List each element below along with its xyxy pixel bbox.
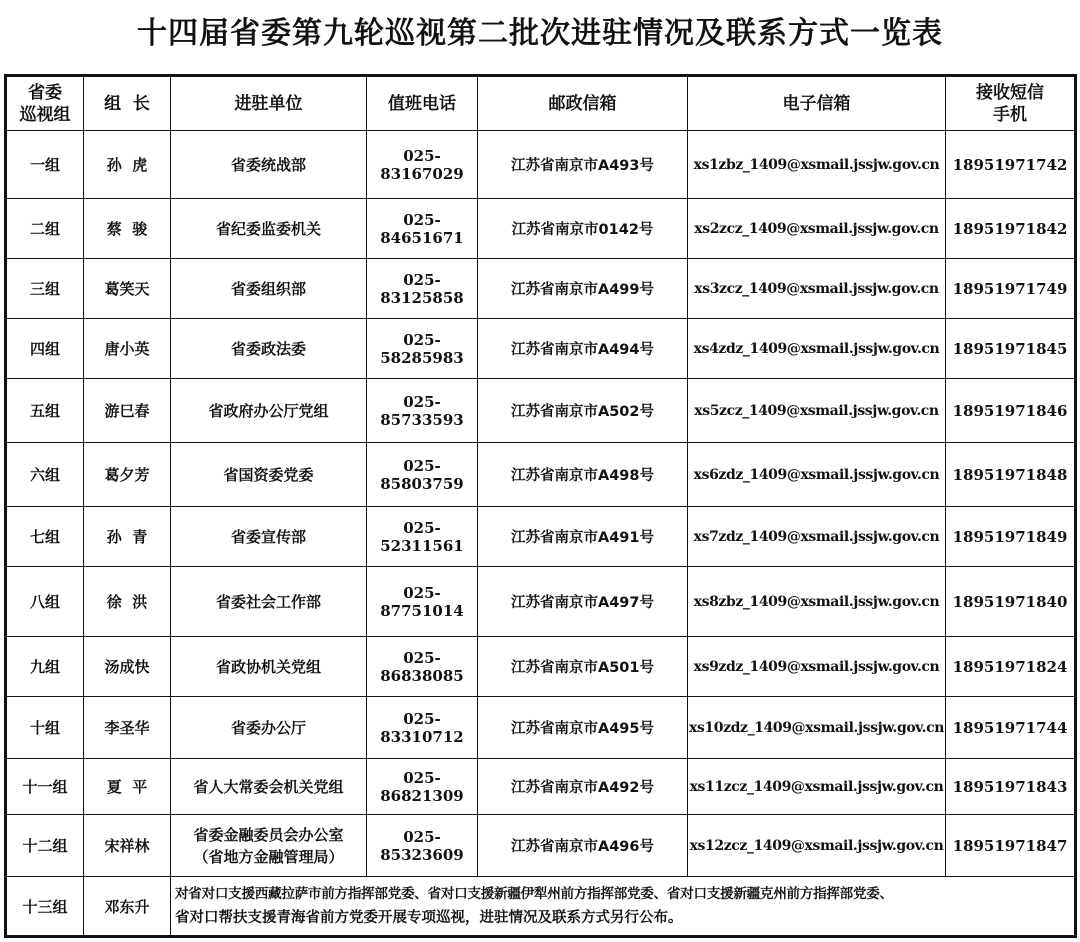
phone-cell: 025-85323609 (367, 815, 478, 877)
leader-cell: 李圣华 (84, 697, 171, 759)
leader-cell: 葛夕芳 (84, 443, 171, 507)
sms-cell: 18951971824 (946, 637, 1076, 697)
table-row (6, 131, 1076, 199)
table-row (6, 759, 1076, 815)
header-postbox: 邮政信箱 (478, 76, 688, 131)
group-cell: 十组 (6, 697, 84, 759)
postbox-cell: 江苏省南京市0142号 (478, 199, 688, 259)
email-cell: xs11zcz_1409@xsmail.jssjw.gov.cn (688, 759, 946, 815)
phone-cell: 025-85803759 (367, 443, 478, 507)
sms-cell: 18951971849 (946, 507, 1076, 567)
postbox-cell: 江苏省南京市A501号 (478, 637, 688, 697)
sms-cell: 18951971742 (946, 131, 1076, 199)
sms-cell: 18951971840 (946, 567, 1076, 637)
group-cell: 七组 (6, 507, 84, 567)
unit-cell: 省委政法委 (171, 319, 367, 379)
header-sms: 接收短信 手机 (946, 76, 1076, 131)
table-row (6, 199, 1076, 259)
postbox-cell: 江苏省南京市A491号 (478, 507, 688, 567)
postbox-cell: 江苏省南京市A502号 (478, 379, 688, 443)
leader-cell: 孙 虎 (84, 131, 171, 199)
email-cell: xs9zdz_1409@xsmail.jssjw.gov.cn (688, 637, 946, 697)
table-row (6, 319, 1076, 379)
postbox-cell: 江苏省南京市A495号 (478, 697, 688, 759)
sms-cell: 18951971749 (946, 259, 1076, 319)
phone-cell: 025-84651671 (367, 199, 478, 259)
sms-cell: 18951971847 (946, 815, 1076, 877)
postbox-cell: 江苏省南京市A497号 (478, 567, 688, 637)
unit-cell: 省委统战部 (171, 131, 367, 199)
unit-cell: 省人大常委会机关党组 (171, 759, 367, 815)
header-phone: 值班电话 (367, 76, 478, 131)
sms-cell: 18951971848 (946, 443, 1076, 507)
group-cell: 十一组 (6, 759, 84, 815)
table-row (6, 507, 1076, 567)
phone-cell: 025-86821309 (367, 759, 478, 815)
leader-cell: 徐 洪 (84, 567, 171, 637)
group-cell: 八组 (6, 567, 84, 637)
leader-cell: 邓东升 (84, 877, 171, 937)
group-cell: 十二组 (6, 815, 84, 877)
postbox-cell: 江苏省南京市A499号 (478, 259, 688, 319)
leader-cell: 宋祥林 (84, 815, 171, 877)
phone-cell: 025-86838085 (367, 637, 478, 697)
email-cell: xs5zcz_1409@xsmail.jssjw.gov.cn (688, 379, 946, 443)
unit-cell: 省委组织部 (171, 259, 367, 319)
group-cell: 四组 (6, 319, 84, 379)
email-cell: xs4zdz_1409@xsmail.jssjw.gov.cn (688, 319, 946, 379)
note-line: 省对口帮扶支援青海省前方党委开展专项巡视，进驻情况及联系方式另行公布。 (175, 910, 683, 926)
table-row (6, 697, 1076, 759)
sms-cell: 18951971744 (946, 697, 1076, 759)
sms-cell: 18951971842 (946, 199, 1076, 259)
unit-line: 省委金融委员会办公室 (193, 825, 344, 844)
unit-cell: 省委办公厅 (171, 697, 367, 759)
phone-cell: 025-85733593 (367, 379, 478, 443)
phone-cell: 025-83310712 (367, 697, 478, 759)
leader-cell: 夏 平 (84, 759, 171, 815)
table-row (6, 567, 1076, 637)
email-cell: xs1zbz_1409@xsmail.jssjw.gov.cn (688, 131, 946, 199)
group-cell: 三组 (6, 259, 84, 319)
postbox-cell: 江苏省南京市A493号 (478, 131, 688, 199)
postbox-cell: 江苏省南京市A494号 (478, 319, 688, 379)
leader-cell: 游巳春 (84, 379, 171, 443)
postbox-cell: 江苏省南京市A492号 (478, 759, 688, 815)
contact-table (4, 74, 1077, 938)
header-group: 省委 巡视组 (6, 76, 84, 131)
leader-cell: 孙 青 (84, 507, 171, 567)
email-cell: xs8zbz_1409@xsmail.jssjw.gov.cn (688, 567, 946, 637)
sms-cell: 18951971845 (946, 319, 1076, 379)
leader-cell: 蔡 骏 (84, 199, 171, 259)
table-row-note (6, 877, 1076, 937)
unit-cell: 省政府办公厅党组 (171, 379, 367, 443)
email-cell: xs2zcz_1409@xsmail.jssjw.gov.cn (688, 199, 946, 259)
header-email: 电子信箱 (688, 76, 946, 131)
unit-line: （省地方金融管理局） (193, 847, 344, 866)
note-line: 对省对口支援西藏拉萨市前方指挥部党委、省对口支援新疆伊犁州前方指挥部党委、省对口支援新疆克州前方指挥部党委、 (175, 886, 893, 902)
table-row (6, 259, 1076, 319)
unit-cell: 省国资委党委 (171, 443, 367, 507)
sms-cell: 18951971846 (946, 379, 1076, 443)
unit-cell: 省委社会工作部 (171, 567, 367, 637)
unit-cell: 省委宣传部 (171, 507, 367, 567)
group-cell: 二组 (6, 199, 84, 259)
phone-cell: 025-58285983 (367, 319, 478, 379)
postbox-cell: 江苏省南京市A498号 (478, 443, 688, 507)
table-row (6, 379, 1076, 443)
unit-cell (171, 815, 367, 877)
email-cell: xs10zdz_1409@xsmail.jssjw.gov.cn (688, 697, 946, 759)
table-row (6, 815, 1076, 877)
postbox-cell: 江苏省南京市A496号 (478, 815, 688, 877)
note-cell (171, 877, 1076, 937)
email-cell: xs12zcz_1409@xsmail.jssjw.gov.cn (688, 815, 946, 877)
header-unit: 进驻单位 (171, 76, 367, 131)
unit-cell: 省政协机关党组 (171, 637, 367, 697)
email-cell: xs3zcz_1409@xsmail.jssjw.gov.cn (688, 259, 946, 319)
table-row (6, 637, 1076, 697)
group-cell: 一组 (6, 131, 84, 199)
phone-cell: 025-52311561 (367, 507, 478, 567)
unit-cell: 省纪委监委机关 (171, 199, 367, 259)
group-cell: 十三组 (6, 877, 84, 937)
leader-cell: 汤成快 (84, 637, 171, 697)
header-leader: 组 长 (84, 76, 171, 131)
email-cell: xs7zdz_1409@xsmail.jssjw.gov.cn (688, 507, 946, 567)
header-row (6, 76, 1076, 131)
phone-cell: 025-87751014 (367, 567, 478, 637)
group-cell: 六组 (6, 443, 84, 507)
group-cell: 五组 (6, 379, 84, 443)
phone-cell: 025-83167029 (367, 131, 478, 199)
leader-cell: 唐小英 (84, 319, 171, 379)
group-cell: 九组 (6, 637, 84, 697)
sms-cell: 18951971843 (946, 759, 1076, 815)
leader-cell: 葛笑天 (84, 259, 171, 319)
email-cell: xs6zdz_1409@xsmail.jssjw.gov.cn (688, 443, 946, 507)
phone-cell: 025-83125858 (367, 259, 478, 319)
table-row (6, 443, 1076, 507)
page-title: 十四届省委第九轮巡视第二批次进驻情况及联系方式一览表 (137, 16, 943, 51)
